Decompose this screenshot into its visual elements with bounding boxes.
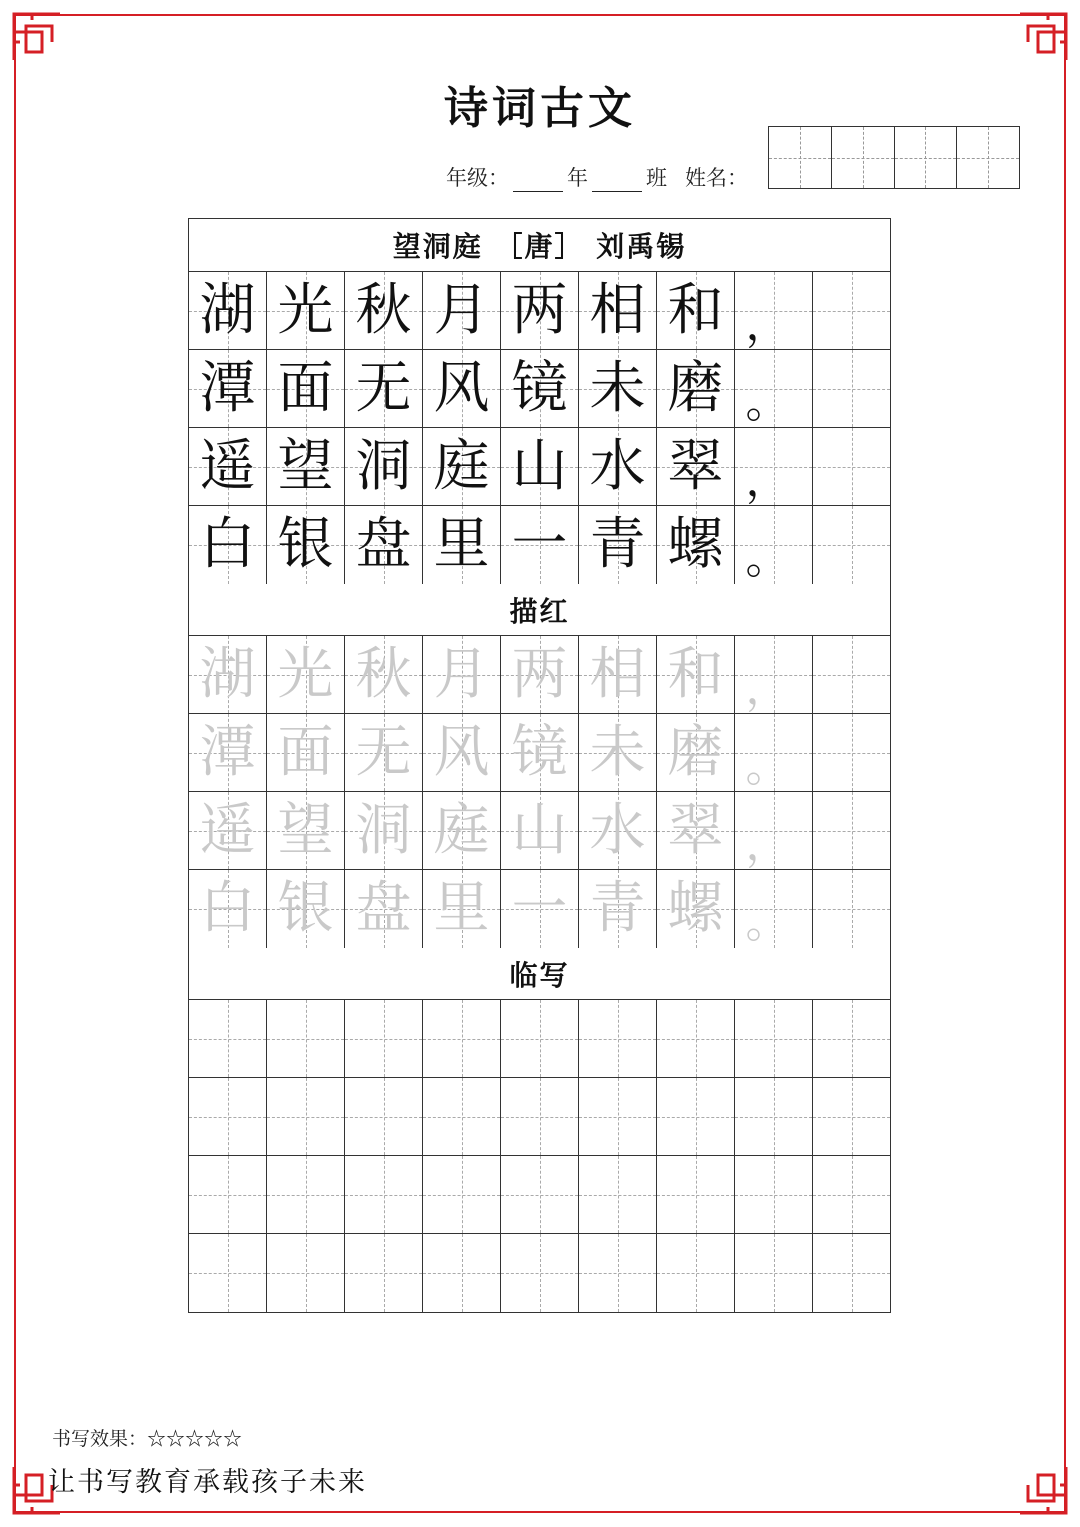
copy-cell[interactable] <box>735 1000 813 1077</box>
model-cell <box>267 272 345 349</box>
model-cell <box>579 350 657 427</box>
model-row <box>189 272 890 350</box>
copy-cell[interactable] <box>813 1156 890 1233</box>
model-cell <box>189 428 267 505</box>
model-char: 螺 <box>667 512 724 577</box>
model-char: 白 <box>199 512 256 577</box>
trace-char: 秋 <box>355 641 412 707</box>
model-cell <box>423 272 501 349</box>
name-label: 姓名： <box>685 166 748 190</box>
model-char: ， <box>745 454 790 506</box>
model-char: 湖 <box>199 277 256 343</box>
trace-char: 翠 <box>667 797 724 863</box>
model-char: ， <box>745 298 790 350</box>
model-cell <box>579 272 657 349</box>
rating-text: 书写效果：☆☆☆☆☆ <box>52 1428 243 1450</box>
copy-cell[interactable] <box>735 1156 813 1233</box>
trace-cell[interactable] <box>345 636 423 713</box>
trace-cell[interactable] <box>579 636 657 713</box>
model-cell <box>735 272 813 349</box>
trace-cell[interactable] <box>267 636 345 713</box>
model-cell <box>579 506 657 584</box>
trace-cell[interactable] <box>579 714 657 791</box>
trace-cell[interactable] <box>267 714 345 791</box>
model-char: 一 <box>511 512 568 577</box>
trace-char: 风 <box>433 719 490 785</box>
name-grid[interactable] <box>768 126 1020 189</box>
copy-cell[interactable] <box>579 1078 657 1155</box>
trace-char: 面 <box>277 719 334 785</box>
model-char: 秋 <box>355 277 412 343</box>
model-cell <box>657 428 735 505</box>
trace-cell[interactable] <box>813 714 890 791</box>
trace-cell[interactable] <box>735 636 813 713</box>
model-char: 望 <box>277 433 334 499</box>
model-cell <box>501 428 579 505</box>
trace-cell[interactable] <box>345 792 423 869</box>
model-cell <box>735 506 813 584</box>
trace-char: 无 <box>355 719 412 785</box>
model-char: 里 <box>433 512 490 577</box>
trace-char: 潭 <box>199 719 256 785</box>
trace-char: 山 <box>511 797 568 863</box>
trace-cell[interactable] <box>423 714 501 791</box>
model-cell <box>345 506 423 584</box>
model-section <box>189 272 890 584</box>
model-cell <box>189 506 267 584</box>
copy-cell[interactable] <box>345 1156 423 1233</box>
model-char: 月 <box>433 277 490 343</box>
trace-cell[interactable] <box>189 870 267 948</box>
model-char: 。 <box>745 376 790 428</box>
copy-cell[interactable] <box>189 1234 267 1312</box>
copy-cell[interactable] <box>735 1234 813 1312</box>
trace-char: 两 <box>511 641 568 707</box>
trace-cell[interactable] <box>579 792 657 869</box>
model-cell <box>813 428 890 505</box>
model-row <box>189 350 890 428</box>
copy-cell[interactable] <box>189 1078 267 1155</box>
trace-row <box>189 792 890 870</box>
trace-cell[interactable] <box>657 714 735 791</box>
corner-ornament-icon <box>12 12 62 62</box>
model-cell <box>423 428 501 505</box>
trace-char: 里 <box>433 876 490 941</box>
trace-cell[interactable] <box>657 792 735 869</box>
trace-cell[interactable] <box>501 870 579 948</box>
model-char: 山 <box>511 433 568 499</box>
model-cell <box>813 506 890 584</box>
copy-row <box>189 1156 890 1234</box>
student-info <box>446 162 748 192</box>
model-cell <box>501 350 579 427</box>
copy-cell[interactable] <box>267 1234 345 1312</box>
copy-cell[interactable] <box>657 1000 735 1077</box>
trace-cell[interactable] <box>345 870 423 948</box>
copy-cell[interactable] <box>423 1156 501 1233</box>
model-cell <box>423 506 501 584</box>
model-cell <box>501 506 579 584</box>
model-char: 风 <box>433 355 490 421</box>
trace-cell[interactable] <box>579 870 657 948</box>
name-cell[interactable] <box>832 127 895 188</box>
copy-cell[interactable] <box>267 1000 345 1077</box>
model-char: 相 <box>589 277 646 343</box>
trace-cell[interactable] <box>501 792 579 869</box>
model-row <box>189 428 890 506</box>
trace-char: 银 <box>277 876 334 941</box>
grade-label: 年级： <box>446 166 509 190</box>
name-cell[interactable] <box>957 127 1019 188</box>
trace-row <box>189 714 890 792</box>
model-char: 光 <box>277 277 334 343</box>
model-cell <box>657 350 735 427</box>
copy-cell[interactable] <box>423 1000 501 1077</box>
model-cell <box>267 506 345 584</box>
copy-cell[interactable] <box>501 1078 579 1155</box>
model-cell <box>579 428 657 505</box>
trace-cell[interactable] <box>735 714 813 791</box>
model-cell <box>423 350 501 427</box>
copy-cell[interactable] <box>267 1078 345 1155</box>
trace-cell[interactable] <box>813 792 890 869</box>
model-cell <box>813 272 890 349</box>
trace-cell[interactable] <box>267 870 345 948</box>
model-char: 镜 <box>511 355 568 421</box>
model-cell <box>657 272 735 349</box>
trace-cell[interactable] <box>735 870 813 948</box>
model-char: 银 <box>277 512 334 577</box>
copy-cell[interactable] <box>579 1156 657 1233</box>
copy-section <box>189 1000 890 1312</box>
trace-cell[interactable] <box>501 714 579 791</box>
trace-char: 遥 <box>199 797 256 863</box>
copy-cell[interactable] <box>579 1234 657 1312</box>
trace-row <box>189 636 890 714</box>
trace-cell[interactable] <box>189 792 267 869</box>
trace-section <box>189 636 890 948</box>
trace-char: 。 <box>745 897 790 948</box>
copy-cell[interactable] <box>345 1000 423 1077</box>
model-cell <box>345 350 423 427</box>
trace-char: 洞 <box>355 797 412 863</box>
copy-cell[interactable] <box>501 1234 579 1312</box>
model-cell <box>267 350 345 427</box>
trace-cell[interactable] <box>423 636 501 713</box>
year-label: 年 <box>567 166 588 190</box>
trace-char: 一 <box>511 876 568 941</box>
model-cell <box>813 350 890 427</box>
trace-cell[interactable] <box>423 792 501 869</box>
model-char: 盘 <box>355 512 412 577</box>
model-cell <box>345 272 423 349</box>
model-char: 未 <box>589 355 646 421</box>
copy-label: 临写 <box>189 948 890 1000</box>
copy-row <box>189 1234 890 1312</box>
trace-char: ， <box>745 818 790 870</box>
trace-cell[interactable] <box>735 792 813 869</box>
model-char: 水 <box>589 433 646 499</box>
model-cell <box>501 272 579 349</box>
trace-char: 未 <box>589 719 646 785</box>
class-blank[interactable] <box>592 169 642 192</box>
copy-cell[interactable] <box>423 1078 501 1155</box>
trace-char: 光 <box>277 641 334 707</box>
trace-char: 庭 <box>433 797 490 863</box>
trace-cell[interactable] <box>345 714 423 791</box>
copy-cell[interactable] <box>345 1234 423 1312</box>
trace-char: 螺 <box>667 876 724 941</box>
model-char: 潭 <box>199 355 256 421</box>
trace-char: 水 <box>589 797 646 863</box>
trace-label: 描红 <box>189 584 890 636</box>
trace-char: 望 <box>277 797 334 863</box>
trace-char: 和 <box>667 641 724 707</box>
model-cell <box>189 350 267 427</box>
copy-cell[interactable] <box>657 1156 735 1233</box>
trace-cell[interactable] <box>657 870 735 948</box>
model-char: 无 <box>355 355 412 421</box>
trace-char: 镜 <box>511 719 568 785</box>
trace-char: 磨 <box>667 719 724 785</box>
model-char: 。 <box>745 533 790 584</box>
model-cell <box>735 428 813 505</box>
practice-sheet <box>188 218 891 1313</box>
model-cell <box>735 350 813 427</box>
copy-cell[interactable] <box>501 1000 579 1077</box>
model-char: 庭 <box>433 433 490 499</box>
trace-char: 白 <box>199 876 256 941</box>
trace-cell[interactable] <box>813 870 890 948</box>
copy-cell[interactable] <box>813 1234 890 1312</box>
trace-char: 。 <box>745 740 790 792</box>
poem-header: 望洞庭 ［唐］ 刘禹锡 <box>189 219 890 272</box>
copy-cell[interactable] <box>501 1156 579 1233</box>
copy-cell[interactable] <box>813 1000 890 1077</box>
model-cell <box>189 272 267 349</box>
trace-cell[interactable] <box>813 636 890 713</box>
model-char: 两 <box>511 277 568 343</box>
copy-row <box>189 1078 890 1156</box>
model-row <box>189 506 890 584</box>
model-cell <box>657 506 735 584</box>
slogan-text: 让书写教育承载孩子未来 <box>48 1467 367 1498</box>
model-char: 和 <box>667 277 724 343</box>
copy-cell[interactable] <box>813 1078 890 1155</box>
model-char: 青 <box>589 512 646 577</box>
class-label: 班 <box>646 166 667 190</box>
model-char: 磨 <box>667 355 724 421</box>
trace-char: 相 <box>589 641 646 707</box>
copy-cell[interactable] <box>267 1156 345 1233</box>
copy-row <box>189 1000 890 1078</box>
copy-cell[interactable] <box>735 1078 813 1155</box>
trace-char: 湖 <box>199 641 256 707</box>
trace-char: 月 <box>433 641 490 707</box>
trace-char: 盘 <box>355 876 412 941</box>
copy-cell[interactable] <box>345 1078 423 1155</box>
model-char: 洞 <box>355 433 412 499</box>
copy-cell[interactable] <box>423 1234 501 1312</box>
model-char: 面 <box>277 355 334 421</box>
copy-cell[interactable] <box>579 1000 657 1077</box>
model-char: 遥 <box>199 433 256 499</box>
name-cell[interactable] <box>769 127 832 188</box>
copy-cell[interactable] <box>189 1156 267 1233</box>
trace-char: 青 <box>589 876 646 941</box>
copy-cell[interactable] <box>657 1078 735 1155</box>
trace-cell[interactable] <box>267 792 345 869</box>
trace-cell[interactable] <box>189 714 267 791</box>
trace-row <box>189 870 890 948</box>
model-cell <box>345 428 423 505</box>
model-char: 翠 <box>667 433 724 499</box>
trace-cell[interactable] <box>657 636 735 713</box>
copy-cell[interactable] <box>657 1234 735 1312</box>
trace-cell[interactable] <box>189 636 267 713</box>
model-cell <box>267 428 345 505</box>
name-cell[interactable] <box>895 127 958 188</box>
trace-cell[interactable] <box>423 870 501 948</box>
grade-blank[interactable] <box>513 169 563 192</box>
page-title: 诗词古文 <box>444 83 636 134</box>
corner-ornament-icon <box>1018 12 1068 62</box>
trace-char: ， <box>745 662 790 714</box>
trace-cell[interactable] <box>501 636 579 713</box>
copy-cell[interactable] <box>189 1000 267 1077</box>
corner-ornament-icon <box>1018 1465 1068 1515</box>
